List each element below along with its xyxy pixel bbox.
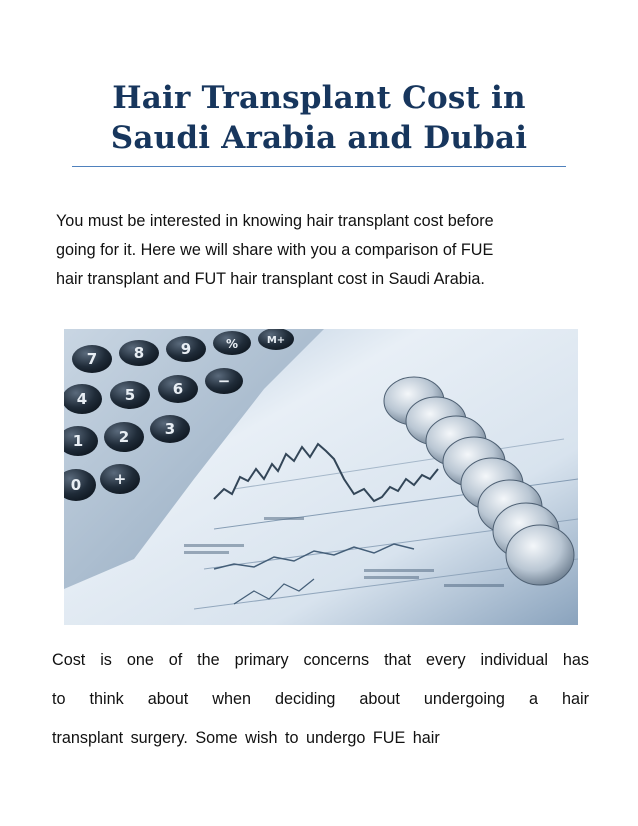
key-9: 9 [180, 340, 192, 358]
key-minus: − [217, 372, 231, 390]
key-2: 2 [118, 428, 130, 446]
key-3: 3 [164, 420, 176, 438]
intro-line-2: going for it. Here we will share with you a comparison of FUE [56, 241, 494, 259]
key-7: 7 [86, 350, 98, 368]
key-mplus: M+ [266, 335, 286, 346]
key-percent: % [225, 337, 239, 351]
key-1: 1 [72, 432, 84, 450]
key-plus: + [113, 470, 127, 488]
key-6: 6 [172, 380, 184, 398]
intro-line-3: hair transplant and FUT hair transplant cost in Saudi Arabia. [56, 270, 485, 288]
title-divider [72, 166, 566, 167]
title-line-1: Hair Transplant Cost in [112, 80, 526, 116]
body-line-1: Cost is one of the primary concerns that every individual has [52, 651, 589, 669]
finance-photo [64, 329, 578, 625]
page-title [0, 78, 638, 158]
key-8: 8 [133, 344, 145, 362]
key-5: 5 [124, 386, 136, 404]
body-paragraph [52, 641, 589, 758]
intro-paragraph [56, 207, 596, 294]
key-4: 4 [76, 390, 88, 408]
key-0: 0 [70, 476, 82, 494]
intro-line-1: You must be interested in knowing hair transplant cost before [56, 212, 494, 230]
title-line-2: Saudi Arabia and Dubai [110, 120, 528, 156]
body-line-2: to think about when deciding about undergoing a hair [52, 690, 589, 708]
body-line-3: transplant surgery. Some wish to undergo FUE hair [52, 729, 440, 747]
